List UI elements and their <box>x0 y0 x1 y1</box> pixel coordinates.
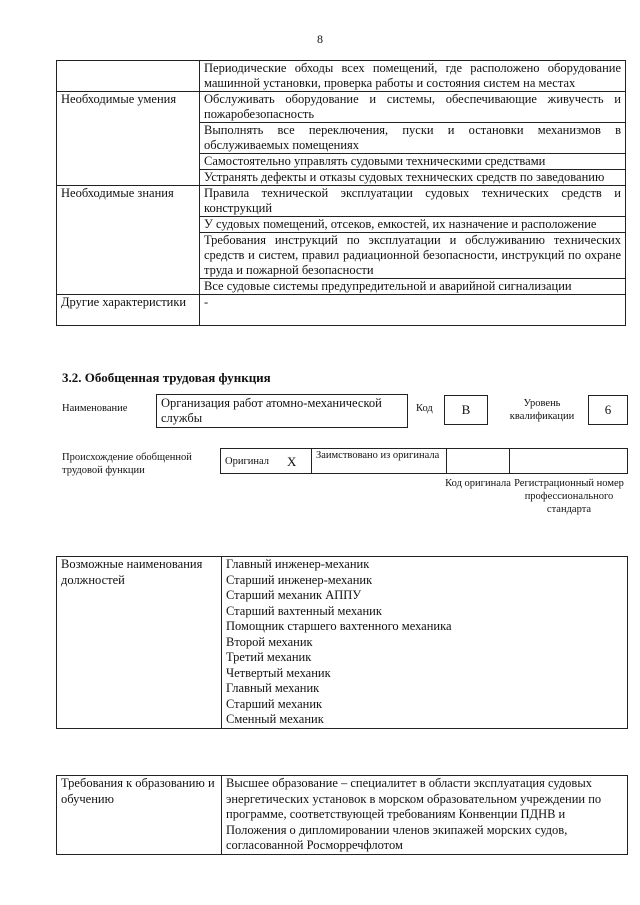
table-row <box>57 92 626 123</box>
name-value: Организация работ атомно-механической службы <box>156 394 408 428</box>
skills-label: Необходимые умения <box>57 92 200 186</box>
original-cell <box>220 448 312 474</box>
list-item: Четвертый механик <box>226 665 331 680</box>
code-original-cell <box>446 448 510 474</box>
skill-item: Выполнять все переключения, пуски и остановки механизмов в обслуживаемых помещениях <box>200 123 626 154</box>
list-item: Старший вахтенный механик <box>226 603 382 618</box>
knowledge-item: Правила технической эксплуатации судовых технических средств и конструкций <box>200 186 626 217</box>
table-row <box>57 776 628 855</box>
education-label: Требования к образованию и обучению <box>57 776 222 855</box>
list-item: Второй механик <box>226 634 313 649</box>
list-item: Главный механик <box>226 681 320 695</box>
other-value: - <box>200 295 626 326</box>
reg-number-label: Регистрационный номер профессионального стандарта <box>514 478 624 515</box>
name-label: Наименование <box>62 403 128 414</box>
level-label: Уровень квалификации <box>509 398 575 422</box>
knowledge-item: Все судовые системы предупредительной и аварийной сигнализации <box>200 279 626 295</box>
level-value: 6 <box>588 395 628 425</box>
competency-table <box>56 60 626 326</box>
list-item: Старший механик <box>226 696 323 711</box>
table-row <box>57 295 626 326</box>
knowledge-item: Требования инструкций по эксплуатации и обслуживанию технических средств и систем, правил радиационной безопасности, инструкций по охране труда и пожарной безопасности <box>200 233 626 279</box>
original-label: Оригинал <box>225 456 269 467</box>
list-item: Помощник старшего вахтенного механика <box>226 619 452 633</box>
reg-number-cell <box>509 448 628 474</box>
positions-label: Возможные наименования должностей <box>57 557 222 729</box>
skill-item: Обслуживать оборудование и системы, обеспечивающие живучесть и пожаробезопасность <box>200 92 626 123</box>
code-original-label: Код оригинала <box>445 478 511 489</box>
positions-list <box>222 557 628 729</box>
row-label <box>57 61 200 92</box>
knowledge-label: Необходимые знания <box>57 186 200 295</box>
skill-item: Устранять дефекты и отказы судовых технических средств по заведованию <box>200 170 626 186</box>
skill-item: Самостоятельно управлять судовыми техническими средствами <box>200 154 626 170</box>
section-title: 3.2. Обобщенная трудовая функция <box>62 370 271 385</box>
other-label: Другие характеристики <box>57 295 200 326</box>
row-value: Периодические обходы всех помещений, где расположено оборудование машинной установки, проверка работы и состояния систем на местах <box>200 61 626 92</box>
origin-label: Происхождение обобщенной трудовой функции <box>62 452 192 476</box>
positions-table <box>56 556 628 729</box>
list-item: Главный инженер-механик <box>226 557 370 571</box>
education-table <box>56 775 628 855</box>
education-value: Высшее образование – специалитет в области эксплуатация судовых энергетических установок в морском образовательном учреждении по программе, соответствующей требованиям Конвенции ПДНВ и Положения о дипломировании членов экипажей морских судов, согласованной Росморречфлотом <box>222 776 628 855</box>
list-item: Старший механик АППУ <box>226 588 362 602</box>
knowledge-item: У судовых помещений, отсеков, емкостей, их назначение и расположение <box>200 217 626 233</box>
code-label: Код <box>416 403 433 414</box>
table-row <box>57 186 626 217</box>
table-row <box>57 557 628 729</box>
list-item: Третий механик <box>226 650 312 664</box>
original-mark: X <box>287 454 297 469</box>
table-row <box>57 61 626 92</box>
list-item: Сменный механик <box>226 712 324 726</box>
borrowed-cell: Заимствовано из оригинала <box>311 448 447 474</box>
code-value: B <box>444 395 488 425</box>
page-number: 8 <box>317 32 323 46</box>
list-item: Старший инженер-механик <box>226 572 373 587</box>
